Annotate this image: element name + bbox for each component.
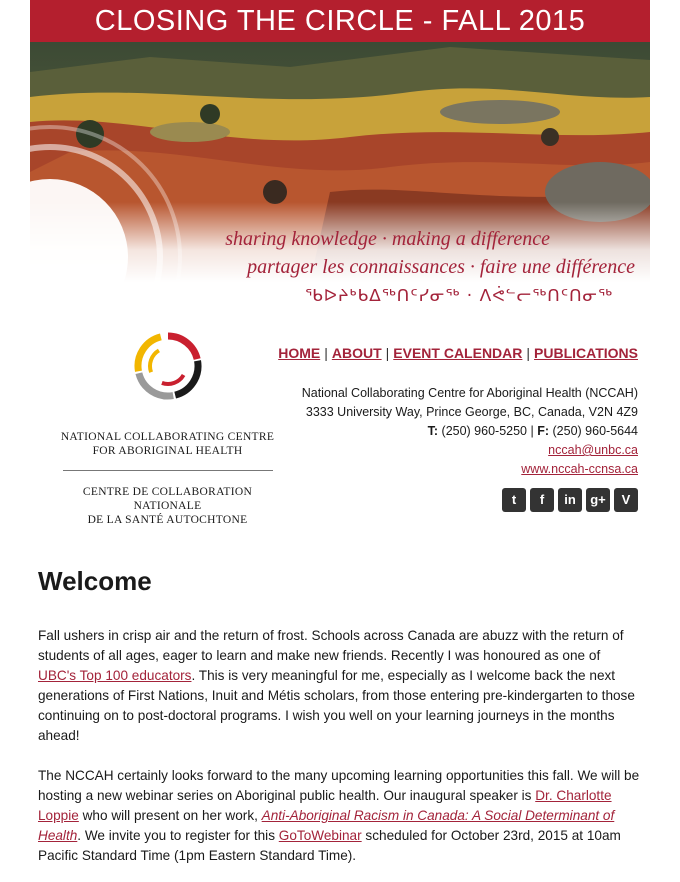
p2-text-a: The NCCAH certainly looks forward to the many upcoming learning opportunities this fall. We will be hosting a new webinar series on Aboriginal public health. Our inaugural speaker is [38,768,640,803]
organization-name-english [55,430,280,458]
nav-home-link[interactable]: HOME [278,345,321,361]
anti-aboriginal-racism-link[interactable]: Anti-Aboriginal Racism in Canada: A Social Determinant of Health [38,808,615,843]
organization-name-french [55,485,280,527]
tagline-french: partager les connaissances · faire une différence [247,256,635,278]
contact-address: 3333 University Way, Prince George, BC, Canada, V2N 4Z9 [305,405,638,419]
org-name-fr-line1: CENTRE DE COLLABORATION NATIONALE [82,486,253,512]
nav-event-calendar-link[interactable]: EVENT CALENDAR [393,345,523,361]
p2-text-d: scheduled for October 23rd, 2015 at 10am Pacific Standard Time (1pm Eastern Standard Time). [38,828,621,863]
facebook-icon[interactable]: f [530,488,554,512]
contact-phone-fax: T: (250) 960-5250 | F: (250) 960-5644 [427,424,638,438]
p2-text-b: who will present on her work, [78,808,262,823]
top-navigation [278,345,638,361]
linkedin-icon[interactable]: in [558,488,582,512]
org-name-en-line1: NATIONAL COLLABORATING CENTRE [60,431,275,443]
tagline-english: sharing knowledge · making a difference [225,228,550,250]
nccah-swirl-logo-icon [133,330,203,402]
phone-label: T: [427,424,439,438]
vimeo-icon[interactable]: V [614,488,638,512]
fax-number: (250) 960-5644 [552,424,638,438]
nav-separator: | [385,345,390,361]
nav-separator: | [526,345,531,361]
gotowebinar-link[interactable]: GoToWebinar [278,828,362,843]
charlotte-loppie-link[interactable]: Dr. Charlotte Loppie [38,788,612,823]
contact-website-link[interactable]: www.nccah-ccnsa.ca [521,462,638,476]
phone-number: (250) 960-5250 [441,424,528,438]
newsletter-title-banner: CLOSING THE CIRCLE - FALL 2015 [30,0,650,42]
p2-text-c: . We invite you to register for this [77,828,279,843]
org-name-en-line2: FOR ABORIGINAL HEALTH [92,445,243,457]
welcome-paragraph-1 [38,626,642,746]
divider [63,470,273,471]
ubc-top-100-link[interactable]: UBC's Top 100 educators [38,668,192,683]
p1-text-a: Fall ushers in crisp air and the return of frost. Schools across Canada are abuzz with the return of students of all ages, eager to learn and make new friends. Recently I was honoured as one of [38,628,624,663]
nav-separator: | [324,345,328,361]
nav-publications-link[interactable]: PUBLICATIONS [534,345,638,361]
twitter-icon[interactable]: t [502,488,526,512]
contact-info [302,384,638,479]
social-icons [502,488,638,512]
fax-label: F: [537,424,550,438]
welcome-heading: Welcome [38,566,152,596]
nav-about-link[interactable]: ABOUT [331,345,382,361]
p1-text-b: . This is very meaningful for me, especially as I welcome back the next generations of First Nations, Inuit and Métis scholars, from those entering pre-kindergarten to those continuing on to post-doctoral programs. I wish you well on your learning journeys in the months ahead! [38,668,635,743]
welcome-paragraph-2 [38,766,642,866]
tagline-inuktitut: ᖃᐅᔨᒃᑲᐃᖅᑎᑦᓯᓂᖅ · ᐱᕚᓪᓕᖅᑎᑦᑎᓂᖅ [305,286,614,306]
org-name-fr-line2: DE LA SANTÉ AUTOCHTONE [87,514,248,526]
contact-email-link[interactable]: nccah@unbc.ca [548,443,638,457]
contact-organization-name: National Collaborating Centre for Aboriginal Health (NCCAH) [301,386,638,400]
google-plus-icon[interactable]: g+ [586,488,610,512]
